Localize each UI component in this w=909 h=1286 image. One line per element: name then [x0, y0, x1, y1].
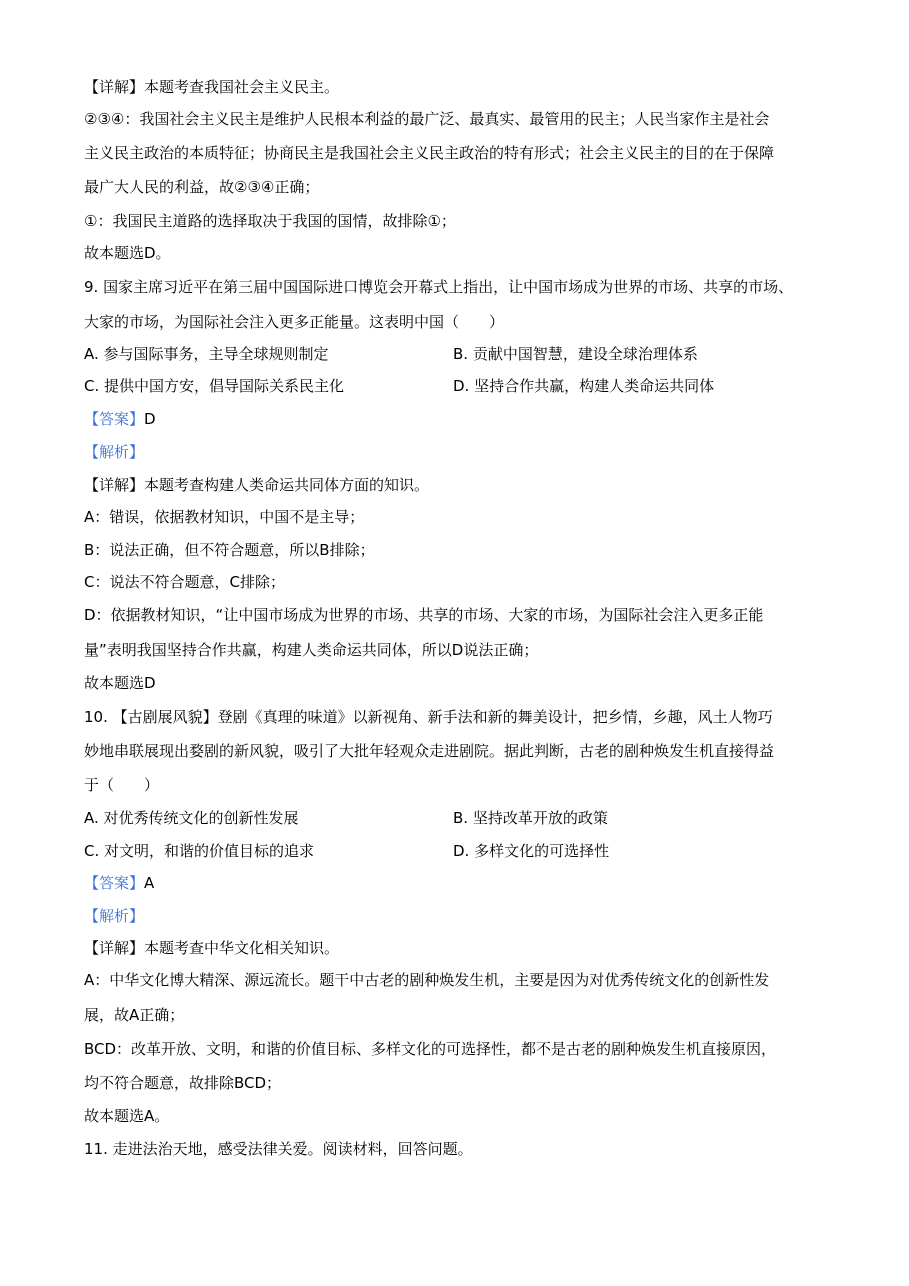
- q10-option-a: A. 对优秀传统文化的创新性发展: [84, 809, 299, 827]
- q10-answer: [84, 873, 849, 893]
- q10-analysis-label: 【解析】: [84, 907, 145, 925]
- q10-analysis-a-line-2: 展，故A正确；: [84, 1006, 185, 1024]
- q9-analysis-b: B：说法正确，但不符合题意，所以B排除；: [84, 541, 375, 559]
- q10-detail: 【详解】本题考查中华文化相关知识。: [84, 939, 340, 957]
- q9-answer-label: 【答案】: [84, 410, 145, 428]
- q9-answer-value: D: [144, 410, 156, 428]
- q8-analysis-line-4: ①：我国民主道路的选择取决于我国的国情，故排除①；: [84, 212, 456, 230]
- q8-analysis-line-1: ②③④：我国社会主义民主是维护人民根本利益的最广泛、最真实、最管用的民主；人民当家作主是社会: [84, 110, 770, 128]
- q10-analysis-bcd-line-2: 均不符合题意，故排除BCD；: [84, 1074, 282, 1092]
- q9-analysis-label: 【解析】: [84, 443, 145, 461]
- q9-option-c: C. 提供中国方安，倡导国际关系民主化: [84, 377, 345, 395]
- q8-analysis-line-3: 最广大人民的利益，故②③④正确；: [84, 178, 320, 196]
- q9-analysis-a: A：错误，依据教材知识，中国不是主导；: [84, 508, 365, 526]
- q9-answer: [84, 409, 849, 429]
- q9-conclusion: 故本题选D: [84, 674, 156, 692]
- q8-analysis-line-2: 主义民主政治的本质特征；协商民主是我国社会主义民主政治的特有形式；社会主义民主的目的在于保障: [84, 144, 775, 162]
- q10-analysis-a-line-1: A：中华文化博大精深、源远流长。题干中古老的剧种焕发生机，主要是因为对优秀传统文化的创新性发: [84, 971, 770, 989]
- q10-option-b: B. 坚持改革开放的政策: [453, 809, 608, 827]
- q9-detail: 【详解】本题考查构建人类命运共同体方面的知识。: [84, 476, 430, 494]
- q10-answer-label: 【答案】: [84, 874, 145, 892]
- q10-stem-line-2: 妙地串联展现出婺剧的新风貌，吸引了大批年轻观众走进剧院。据此判断，古老的剧种焕发生机直接得益: [84, 742, 775, 760]
- q10-option-c: C. 对文明，和谐的价值目标的追求: [84, 842, 315, 860]
- q9-stem-line-2: 大家的市场，为国际社会注入更多正能量。这表明中国（ ）: [84, 313, 505, 331]
- q9-option-a: A. 参与国际事务，主导全球规则制定: [84, 345, 329, 363]
- q8-detail: 【详解】本题考查我国社会主义民主。: [84, 78, 340, 96]
- q9-analysis-d-line-1: D：依据教材知识，“让中国市场成为世界的市场、共享的市场、大家的市场，为国际社会注入更多正能: [84, 606, 764, 624]
- q10-conclusion: 故本题选A。: [84, 1107, 170, 1125]
- q10-stem-line-1: 10. 【古剧展风貌】登剧《真理的味道》以新视角、新手法和新的舞美设计，把乡情，乡趣，风土人物巧: [84, 708, 773, 726]
- q8-conclusion: 故本题选D。: [84, 244, 171, 262]
- q10-option-d: D. 多样文化的可选择性: [453, 842, 610, 860]
- q9-analysis-c: C：说法不符合题意，C排除；: [84, 573, 285, 591]
- q9-stem-line-1: 9. 国家主席习近平在第三届中国国际进口博览会开幕式上指出，让中国市场成为世界的市场、共享的市场、: [84, 278, 794, 296]
- q10-answer-value: A: [144, 874, 155, 892]
- q9-option-d: D. 坚持合作共赢，构建人类命运共同体: [453, 377, 715, 395]
- q10-analysis-bcd-line-1: BCD：改革开放、文明，和谐的价值目标、多样文化的可选择性，都不是古老的剧种焕发生机直接原因，: [84, 1040, 777, 1058]
- q9-option-b: B. 贡献中国智慧，建设全球治理体系: [453, 345, 698, 363]
- q9-analysis-d-line-2: 量”表明我国坚持合作共赢，构建人类命运共同体，所以D说法正确；: [84, 641, 539, 659]
- q11-stem: 11. 走进法治天地，感受法律关爱。阅读材料，回答问题。: [84, 1140, 473, 1158]
- q10-stem-line-3: 于（ ）: [84, 776, 160, 794]
